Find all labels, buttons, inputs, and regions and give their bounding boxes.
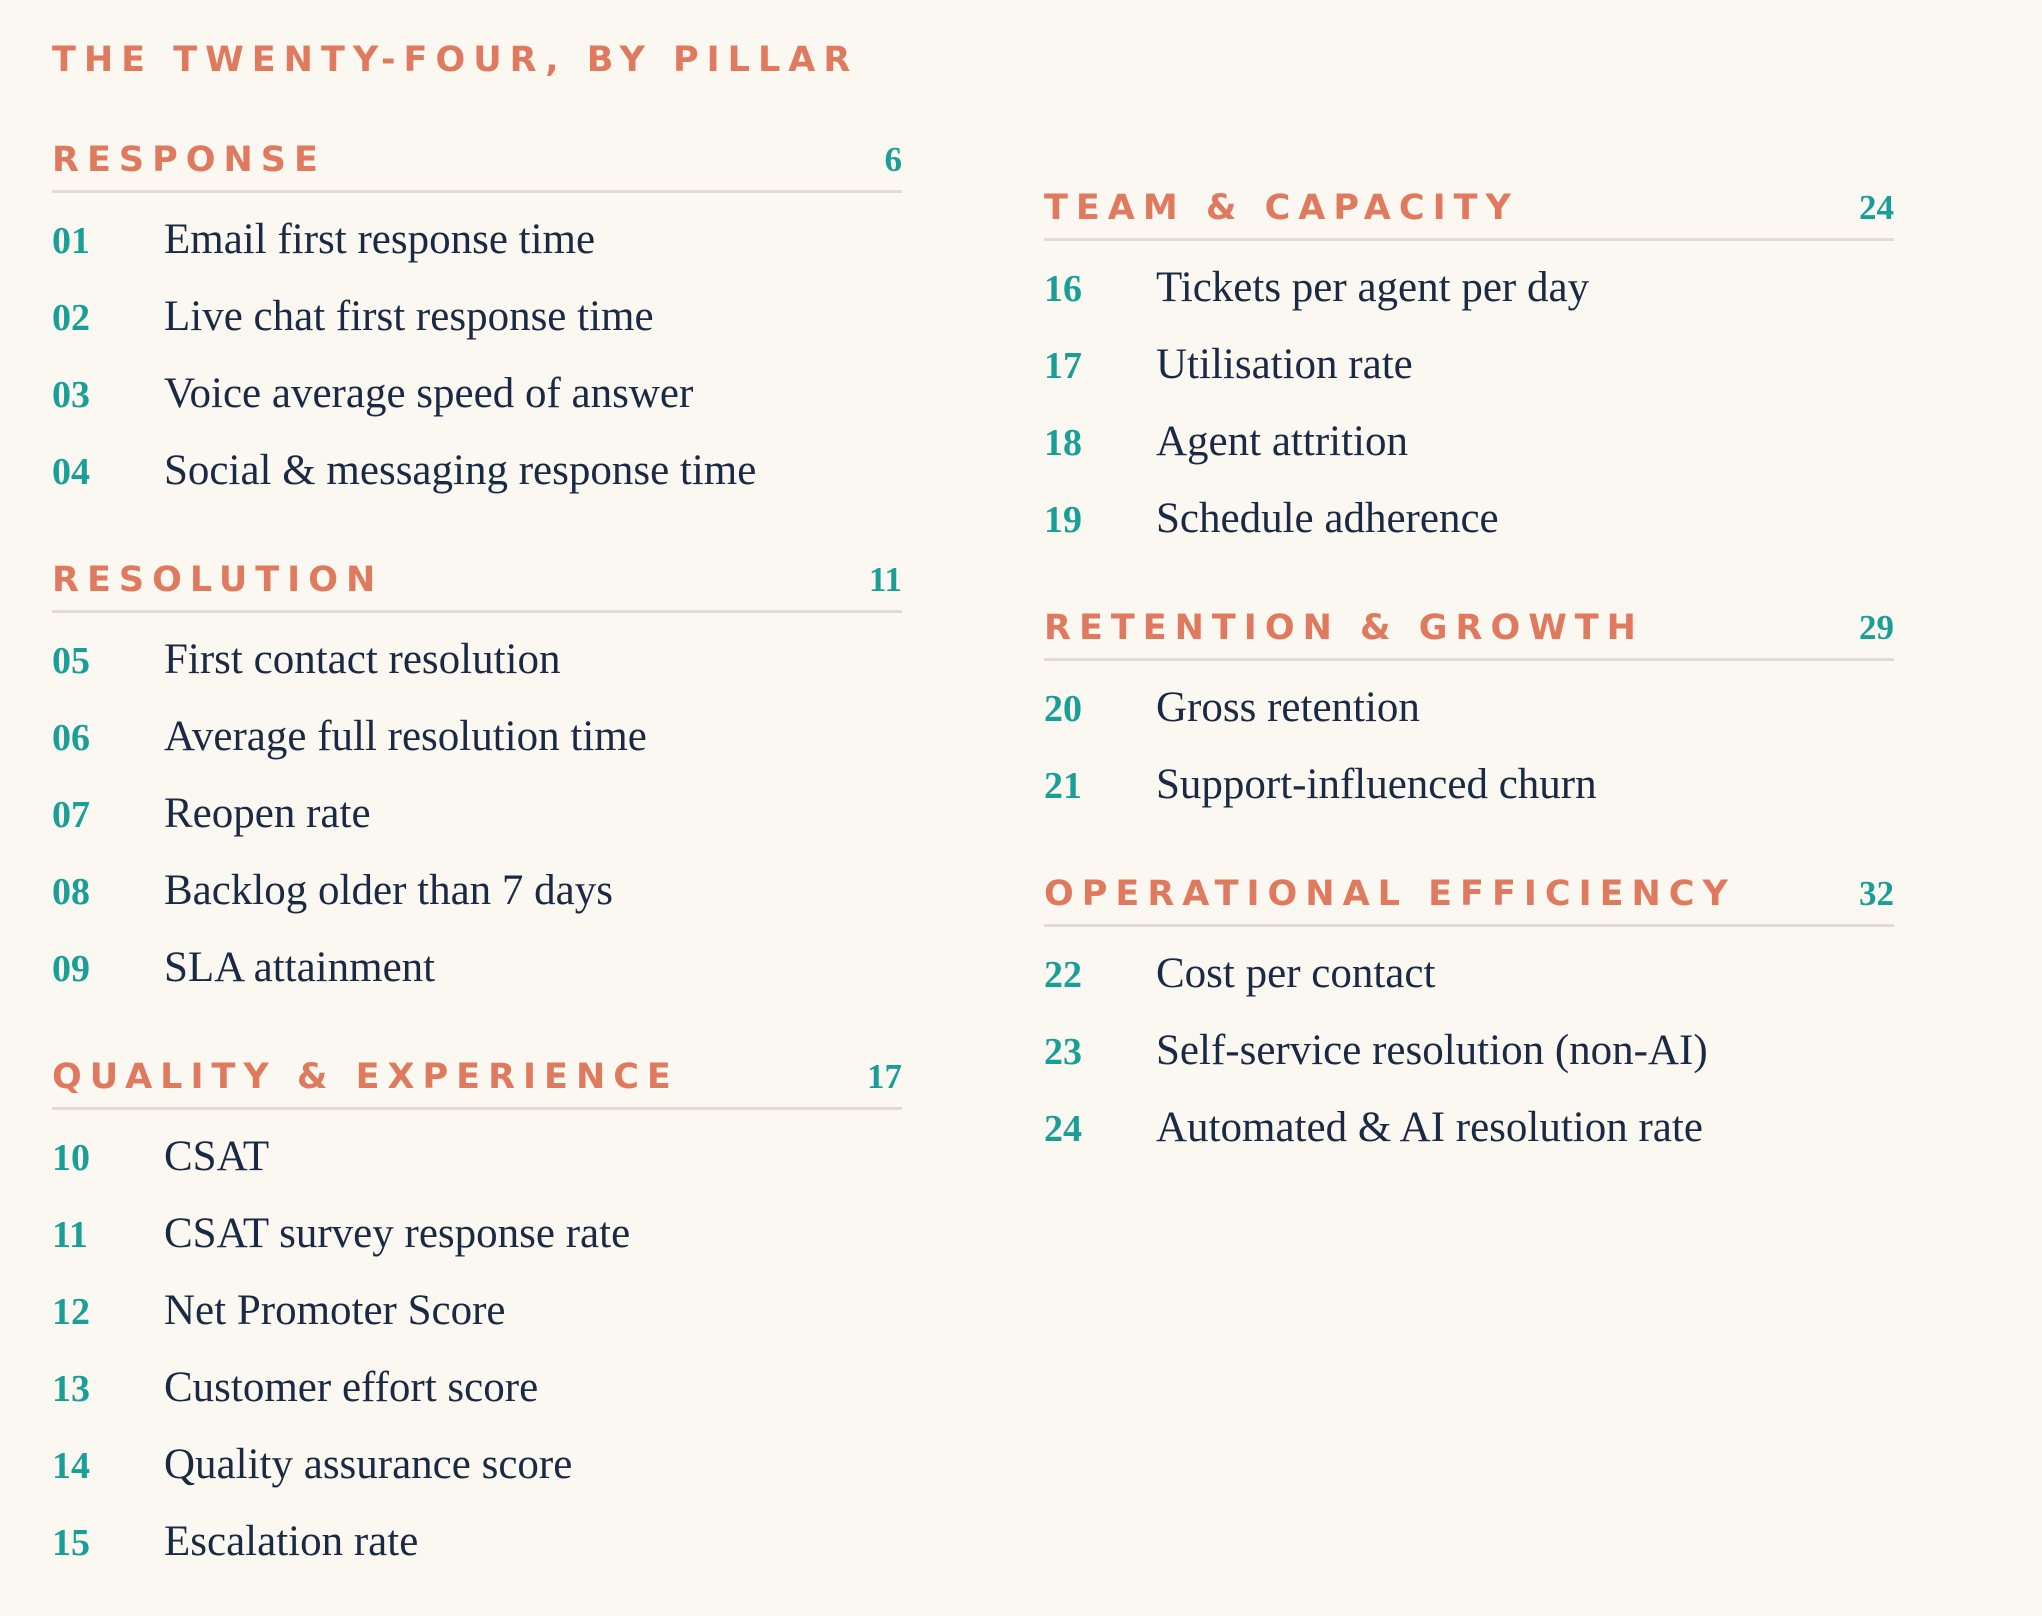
item-number: 14 [52, 1445, 90, 1487]
item-number: 23 [1044, 1031, 1082, 1073]
item-number: 21 [1044, 765, 1082, 807]
section-header [1044, 593, 1894, 661]
item-list [1044, 661, 1894, 823]
item-number: 10 [52, 1137, 90, 1179]
item-label: Quality assurance score [164, 1441, 573, 1488]
section-header [52, 545, 902, 613]
list-item [1044, 746, 1894, 823]
item-list [52, 1110, 902, 1580]
list-item [52, 355, 902, 432]
section-team-capacity [1044, 173, 1894, 557]
item-label: Support-influenced churn [1156, 761, 1597, 808]
section-title: RESOLUTION [52, 560, 384, 600]
item-number: 06 [52, 717, 90, 759]
list-item [52, 201, 902, 278]
section-header [52, 125, 902, 193]
section-quality-experience [52, 1042, 902, 1580]
list-item [52, 1195, 902, 1272]
list-item [52, 775, 902, 852]
item-number: 08 [52, 871, 90, 913]
item-list [52, 193, 902, 509]
item-label: First contact resolution [164, 636, 561, 683]
item-number: 15 [52, 1522, 90, 1564]
item-label: Backlog older than 7 days [164, 867, 614, 914]
item-label: Customer effort score [164, 1364, 539, 1411]
list-item [52, 1118, 902, 1195]
item-label: Voice average speed of answer [164, 370, 694, 417]
list-item [52, 278, 902, 355]
item-number: 07 [52, 794, 90, 836]
section-page-number: 32 [1859, 874, 1894, 913]
section-title: OPERATIONAL EFFICIENCY [1044, 874, 1736, 914]
item-number: 22 [1044, 954, 1082, 996]
list-item [52, 1426, 902, 1503]
item-label: Social & messaging response time [164, 447, 757, 494]
item-number: 19 [1044, 499, 1082, 541]
right-column [1044, 173, 1894, 1202]
section-operational-efficiency [1044, 859, 1894, 1166]
section-page-number: 29 [1859, 608, 1894, 647]
list-item [52, 621, 902, 698]
list-item [1044, 249, 1894, 326]
section-resolution [52, 545, 902, 1006]
item-label: Automated & AI resolution rate [1156, 1104, 1703, 1151]
list-item [52, 432, 902, 509]
section-page-number: 6 [884, 140, 902, 179]
item-number: 11 [52, 1214, 88, 1256]
section-header [52, 1042, 902, 1110]
item-number: 12 [52, 1291, 90, 1333]
list-item [1044, 1012, 1894, 1089]
list-item [1044, 935, 1894, 1012]
item-label: SLA attainment [164, 944, 436, 991]
section-header [1044, 859, 1894, 927]
item-list [1044, 241, 1894, 557]
item-number: 16 [1044, 268, 1082, 310]
left-column [52, 125, 902, 1616]
item-number: 18 [1044, 422, 1082, 464]
section-page-number: 11 [868, 560, 902, 599]
item-number: 13 [52, 1368, 90, 1410]
item-number: 02 [52, 297, 90, 339]
section-title: QUALITY & EXPERIENCE [52, 1057, 679, 1097]
section-retention-growth [1044, 593, 1894, 823]
item-label: Tickets per agent per day [1156, 264, 1590, 311]
item-label: Gross retention [1156, 684, 1420, 731]
list-item [1044, 480, 1894, 557]
list-item [52, 1503, 902, 1580]
item-number: 24 [1044, 1108, 1082, 1150]
item-label: Live chat first response time [164, 293, 654, 340]
list-item [1044, 326, 1894, 403]
section-page-number: 17 [867, 1057, 902, 1096]
list-item [52, 929, 902, 1006]
section-response [52, 125, 902, 509]
item-label: Schedule adherence [1156, 495, 1499, 542]
list-item [52, 698, 902, 775]
item-number: 03 [52, 374, 90, 416]
item-number: 17 [1044, 345, 1082, 387]
item-number: 05 [52, 640, 90, 682]
list-item [1044, 403, 1894, 480]
item-number: 01 [52, 220, 90, 262]
list-item [1044, 669, 1894, 746]
item-number: 04 [52, 451, 90, 493]
item-label: CSAT [164, 1133, 270, 1180]
item-number: 20 [1044, 688, 1082, 730]
page-title: THE TWENTY-FOUR, BY PILLAR [52, 40, 859, 80]
item-label: Email first response time [164, 216, 596, 263]
list-item [52, 852, 902, 929]
list-item [52, 1272, 902, 1349]
item-label: Utilisation rate [1156, 341, 1413, 388]
item-label: Self-service resolution (non-AI) [1156, 1027, 1708, 1074]
list-item [52, 1349, 902, 1426]
section-title: RETENTION & GROWTH [1044, 608, 1644, 648]
item-label: Net Promoter Score [164, 1287, 506, 1334]
item-label: Cost per contact [1156, 950, 1436, 997]
item-label: Escalation rate [164, 1518, 419, 1565]
list-item [1044, 1089, 1894, 1166]
item-label: CSAT survey response rate [164, 1210, 631, 1257]
item-number: 09 [52, 948, 90, 990]
section-title: RESPONSE [52, 140, 326, 180]
section-title: TEAM & CAPACITY [1044, 188, 1519, 228]
item-label: Average full resolution time [164, 713, 647, 760]
section-header [1044, 173, 1894, 241]
item-list [52, 613, 902, 1006]
section-page-number: 24 [1859, 188, 1894, 227]
item-list [1044, 927, 1894, 1166]
item-label: Reopen rate [164, 790, 371, 837]
item-label: Agent attrition [1156, 418, 1408, 465]
